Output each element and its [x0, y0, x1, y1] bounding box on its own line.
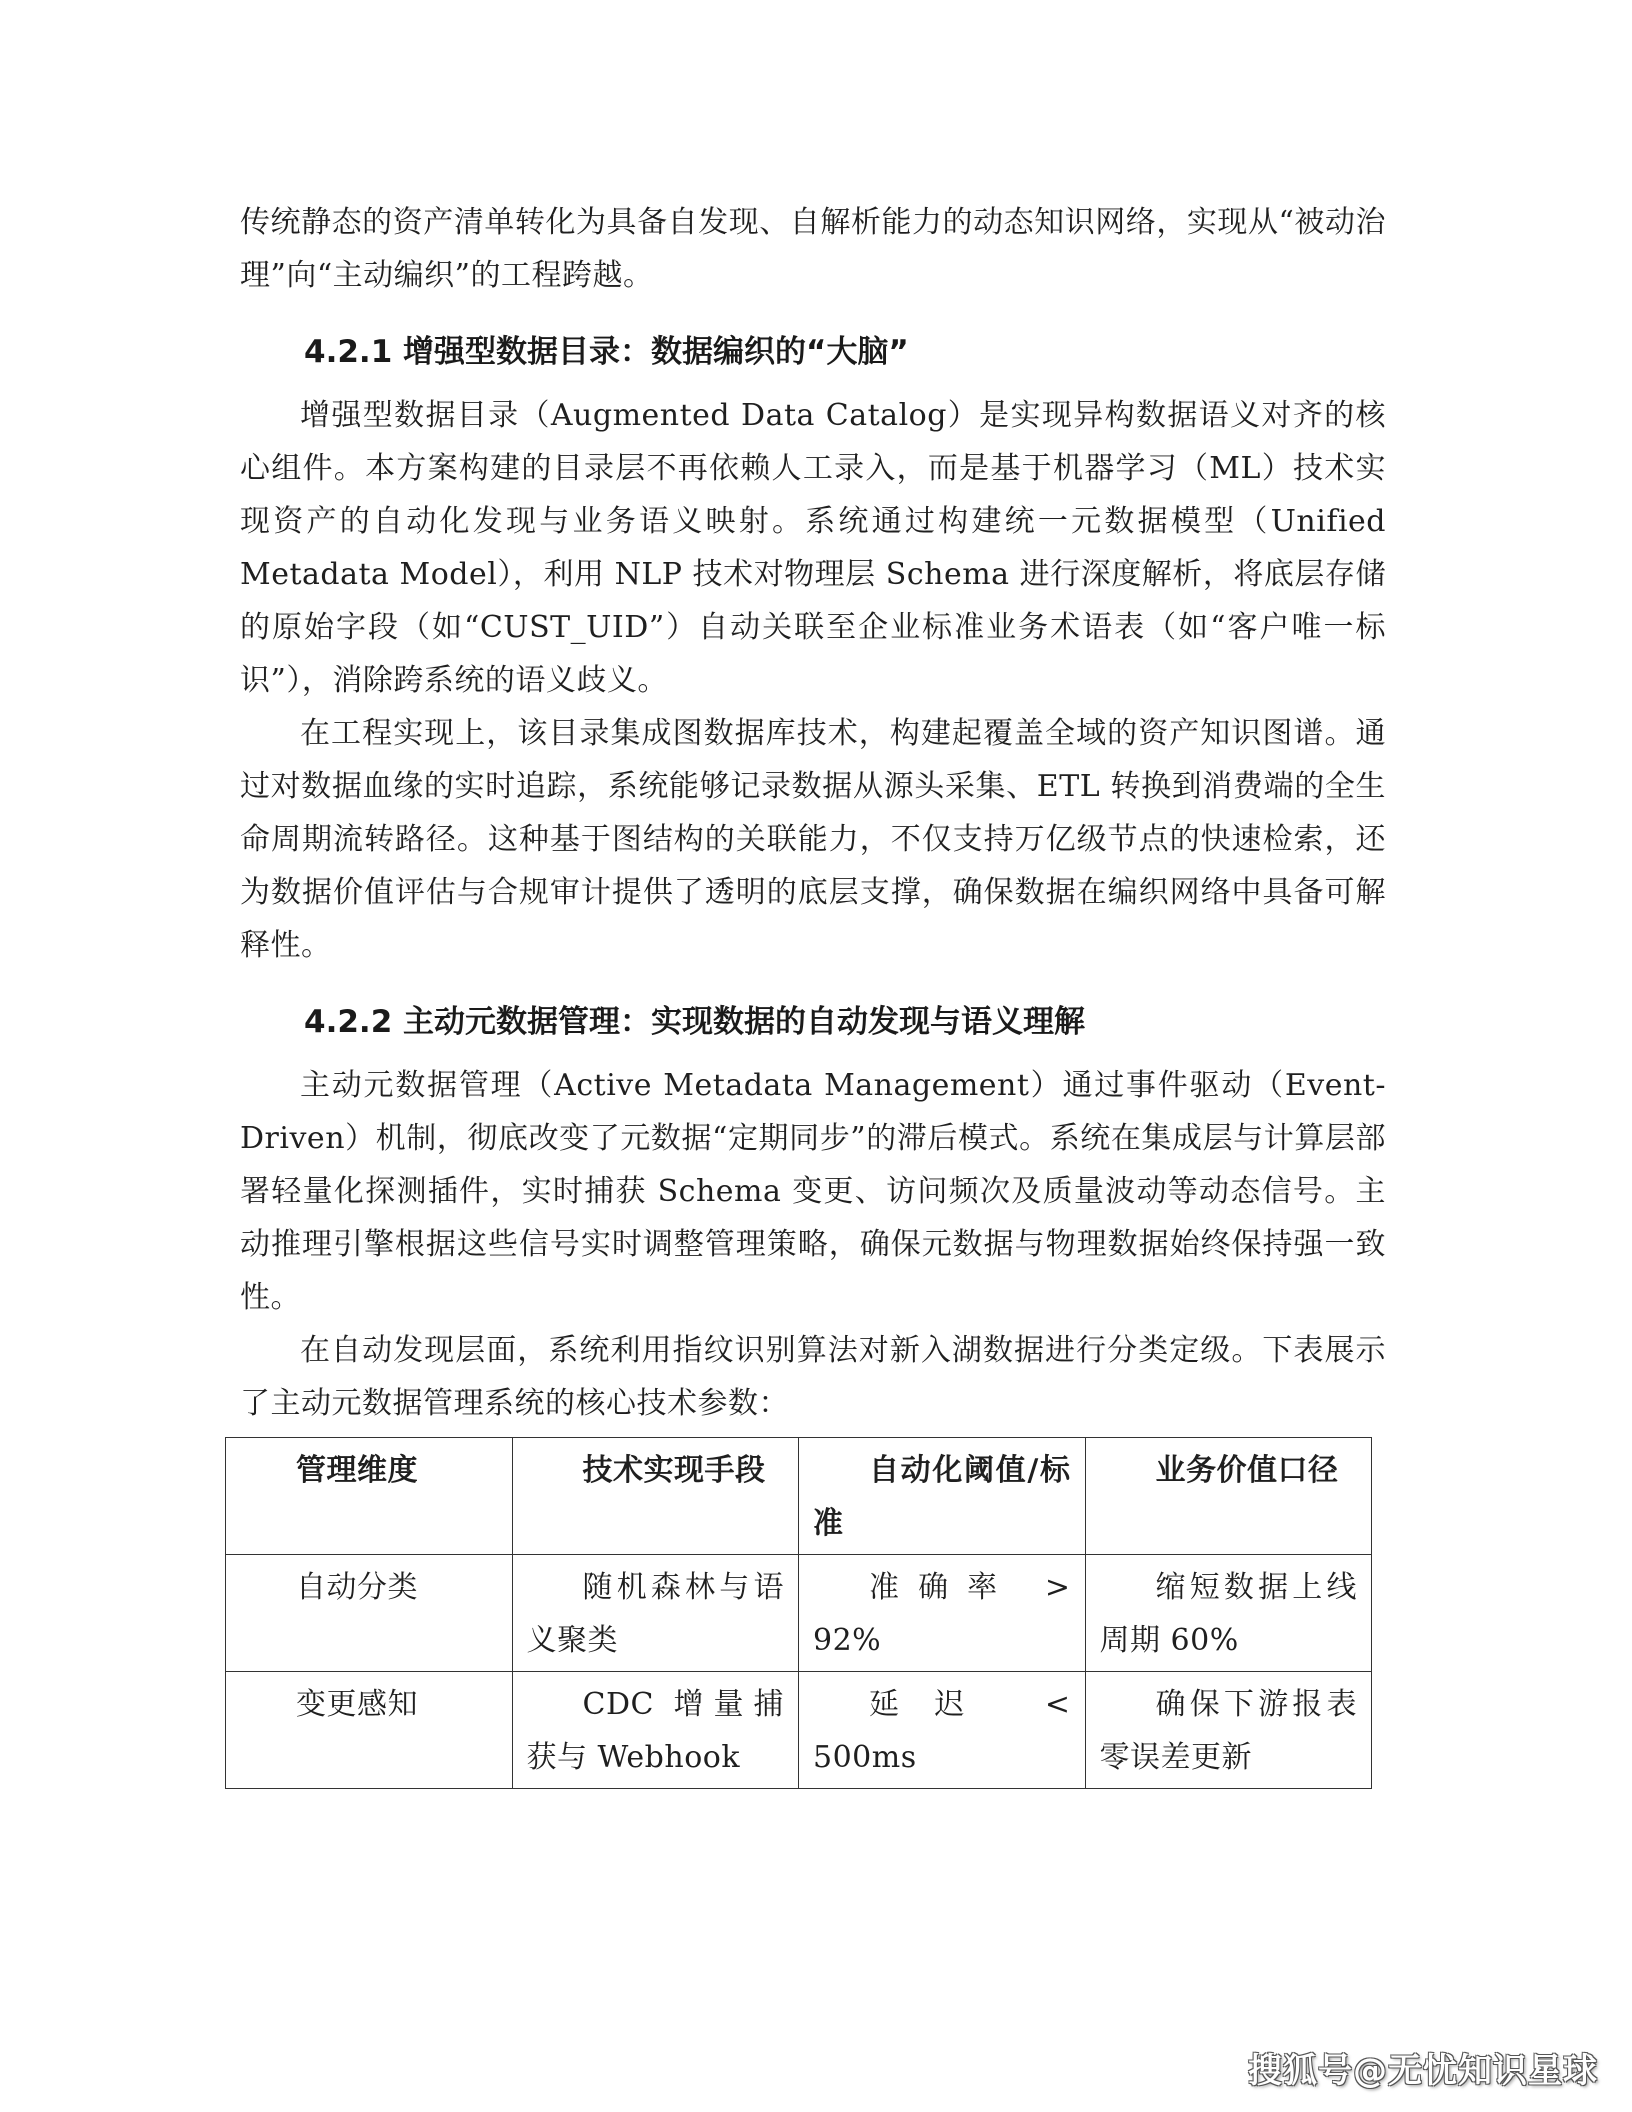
watermark: 搜狐号@无忧知识星球 [1248, 2051, 1598, 2091]
table-cell: 延迟 < 500ms [799, 1672, 1086, 1789]
table-header-cell: 管理维度 [226, 1438, 513, 1555]
table-cell: CDC 增量捕获与 Webhook [512, 1672, 799, 1789]
table-cell: 变更感知 [226, 1672, 513, 1789]
table-row [226, 1555, 1372, 1672]
table-header-cell: 业务价值口径 [1085, 1438, 1372, 1555]
section-4-2-1-paragraph-2: 在工程实现上，该目录集成图数据库技术，构建起覆盖全域的资产知识图谱。通过对数据血缘的实时追踪，系统能够记录数据从源头采集、ETL 转换到消费端的全生命周期流转路径。这种基于图结构的关联能力，不仅支持万亿级节点的快速检索，还为数据价值评估与合规审计提供了透明的底层支撑，确保数据在编织网络中具备可解释性。 [240, 716, 1386, 963]
section-4-2-2-paragraph-1: 主动元数据管理（Active Metadata Management）通过事件驱动（Event-Driven）机制，彻底改变了元数据“定期同步”的滞后模式。系统在集成层与计算层部署轻量化探测插件，实时捕获 Schema 变更、访问频次及质量波动等动态信号。主动推理引擎根据这些信号实时调整管理策略，确保元数据与物理数据始终保持强一致性。 [240, 1068, 1386, 1315]
table-cell: 确保下游报表零误差更新 [1085, 1672, 1372, 1789]
intro-paragraph: 传统静态的资产清单转化为具备自发现、自解析能力的动态知识网络，实现从“被动治理”向“主动编织”的工程跨越。 [240, 205, 1386, 293]
section-4-2-2-paragraph-2: 在自动发现层面，系统利用指纹识别算法对新入湖数据进行分类定级。下表展示了主动元数据管理系统的核心技术参数： [240, 1333, 1386, 1421]
table-header-cell: 技术实现手段 [512, 1438, 799, 1555]
tech-params-table [225, 1437, 1372, 1789]
table-cell: 缩短数据上线周期 60% [1085, 1555, 1372, 1672]
table-header-cell: 自动化阈值/标准 [799, 1438, 1086, 1555]
table-row [226, 1672, 1372, 1789]
table-cell: 自动分类 [226, 1555, 513, 1672]
document-body [240, 196, 1386, 1430]
table-cell: 准确率 > 92% [799, 1555, 1086, 1672]
table-header-row [226, 1438, 1372, 1555]
table-cell: 随机森林与语义聚类 [512, 1555, 799, 1672]
section-4-2-1-paragraph-1: 增强型数据目录（Augmented Data Catalog）是实现异构数据语义对齐的核心组件。本方案构建的目录层不再依赖人工录入，而是基于机器学习（ML）技术实现资产的自动化发现与业务语义映射。系统通过构建统一元数据模型（Unified Metadata Model），利用 NLP 技术对物理层 Schema 进行深度解析，将底层存储的原始字段（如“CUST_UID”）自动关联至企业标准业务术语表（如“客户唯一标识”），消除跨系统的语义歧义。 [240, 398, 1386, 698]
section-heading-4-2-1: 4.2.1 增强型数据目录：数据编织的“大脑” [304, 334, 909, 370]
section-heading-4-2-2: 4.2.2 主动元数据管理：实现数据的自动发现与语义理解 [304, 1004, 1086, 1040]
